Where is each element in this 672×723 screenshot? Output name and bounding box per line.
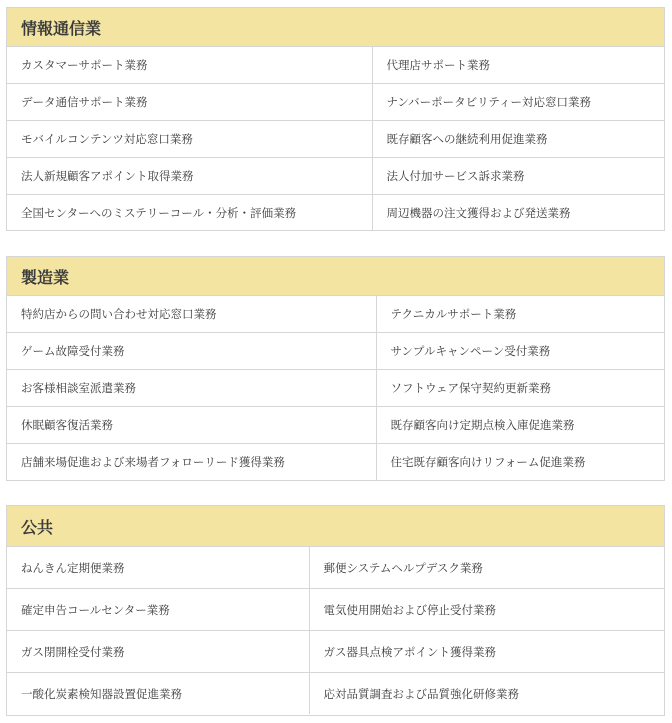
table-cell: 法人付加サービス訴求業務 [372, 158, 664, 195]
table-cell: ゲーム故障受付業務 [7, 333, 376, 370]
table-row [7, 407, 664, 444]
table-row [7, 47, 664, 84]
table-row [7, 631, 664, 673]
table-cell: お客様相談室派遣業務 [7, 370, 376, 407]
services-table [7, 296, 664, 480]
table-cell: 特約店からの問い合わせ対応窓口業務 [21, 307, 217, 321]
section-public [6, 505, 665, 716]
table-cell: ねんきん定期便業務 [21, 560, 125, 575]
table-cell: 法人新規顧客アポイント取得業務 [7, 158, 372, 195]
table-row [7, 121, 664, 158]
table-row [7, 673, 664, 715]
table-cell: データ通信サポート業務 [7, 84, 372, 121]
table-cell: カスタマーサポート業務 [21, 58, 148, 72]
table-cell: 代理店サポート業務 [372, 47, 664, 84]
table-row [7, 296, 664, 333]
table-row [7, 370, 664, 407]
services-table [7, 547, 664, 714]
table-row [7, 589, 664, 631]
section-title: 公共 [7, 506, 664, 547]
table-cell: 電気使用開始および停止受付業務 [309, 589, 664, 631]
table-cell: 住宅既存顧客向けリフォーム促進業務 [376, 444, 664, 481]
table-row [7, 333, 664, 370]
services-table [7, 47, 664, 231]
section-manufacturing [6, 256, 665, 481]
table-cell: モバイルコンテンツ対応窓口業務 [7, 121, 372, 158]
table-cell: 休眠顧客復活業務 [7, 407, 376, 444]
table-cell: 全国センターへのミステリーコール・分析・評価業務 [7, 195, 372, 232]
table-cell: ガス閉開栓受付業務 [7, 631, 309, 673]
table-cell: 確定申告コールセンター業務 [7, 589, 309, 631]
table-cell: ソフトウェア保守契約更新業務 [376, 370, 664, 407]
table-row [7, 547, 664, 589]
table-row [7, 444, 664, 481]
section-title: 製造業 [7, 257, 664, 296]
table-cell: 郵便システムヘルプデスク業務 [309, 547, 664, 589]
table-cell: テクニカルサポート業務 [376, 296, 664, 333]
table-cell: 既存顧客向け定期点検入庫促進業務 [376, 407, 664, 444]
section-info-communication [6, 7, 665, 231]
table-cell: サンプルキャンペーン受付業務 [376, 333, 664, 370]
table-cell: ナンバーポータビリティー対応窓口業務 [372, 84, 664, 121]
table-row [7, 195, 664, 232]
section-title: 情報通信業 [7, 8, 664, 47]
table-cell: 店舗来場促進および来場者フォローリード獲得業務 [7, 444, 376, 481]
table-cell: 応対品質調査および品質強化研修業務 [309, 673, 664, 715]
table-row [7, 84, 664, 121]
table-cell: ガス器具点検アポイント獲得業務 [309, 631, 664, 673]
table-cell: 周辺機器の注文獲得および発送業務 [372, 195, 664, 232]
table-row [7, 158, 664, 195]
table-cell: 既存顧客への継続利用促進業務 [372, 121, 664, 158]
table-cell: 一酸化炭素検知器設置促進業務 [7, 673, 309, 715]
